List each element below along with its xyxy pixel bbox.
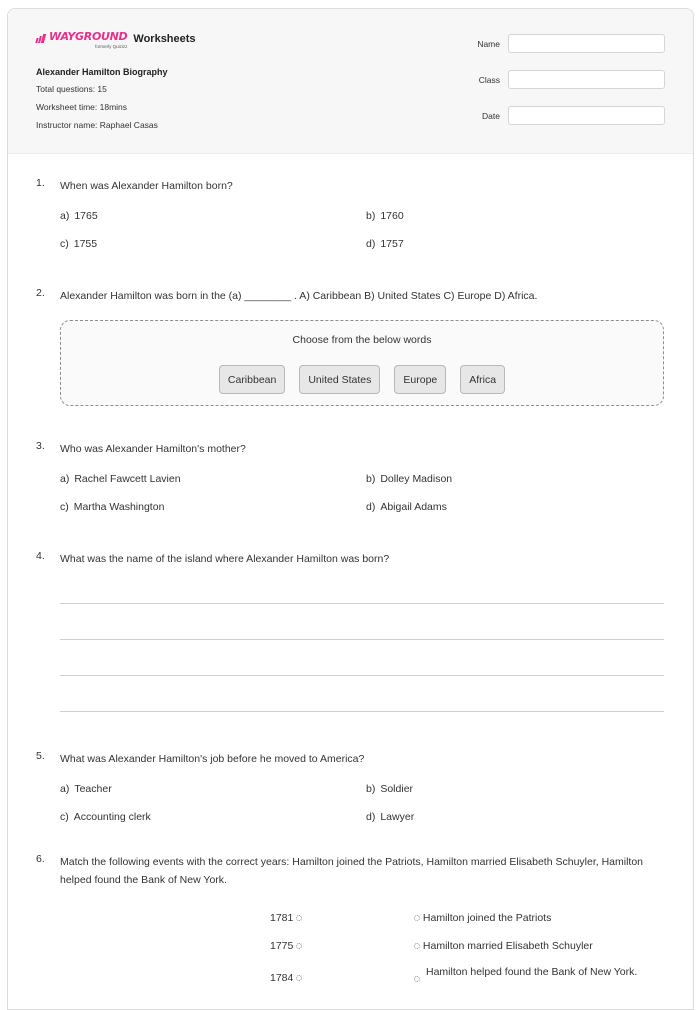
option-b: b) 1760 — [366, 210, 404, 222]
name-label: Name — [477, 38, 500, 49]
match-dot-icon[interactable] — [414, 915, 420, 921]
date-field-row — [460, 106, 665, 125]
question-number: 5. — [36, 750, 45, 762]
answer-line[interactable] — [60, 675, 664, 676]
question-text: Alexander Hamilton was born in the (a) ________ . A) Caribbean B) United States C) Europe D) Africa. — [60, 290, 538, 302]
question-number: 2. — [36, 287, 45, 299]
match-left-item[interactable]: 1775 — [270, 940, 302, 952]
option-b: b) Soldier — [366, 783, 414, 795]
product-title: Worksheets — [133, 33, 196, 45]
name-field-row — [460, 34, 665, 53]
worksheet-title: Alexander Hamilton Biography — [36, 67, 168, 77]
word-chip-united-states[interactable]: United States — [299, 365, 380, 394]
logo-wordmark: WAYGROUND — [49, 30, 128, 43]
instructor-name: Instructor name: Raphael Casas — [36, 120, 158, 130]
question-number: 4. — [36, 550, 45, 562]
answer-line[interactable] — [60, 639, 664, 640]
question-number: 6. — [36, 853, 45, 865]
option-d: d) Abigail Adams — [366, 501, 447, 513]
date-input[interactable] — [508, 106, 665, 125]
option-c: c) Martha Washington — [60, 501, 165, 513]
date-label: Date — [482, 110, 500, 121]
wayground-logo — [36, 31, 127, 49]
total-questions: Total questions: 15 — [36, 84, 107, 94]
question-text: What was the name of the island where Alexander Hamilton was born? — [60, 553, 390, 565]
class-field-row — [460, 70, 665, 89]
class-label: Class — [478, 74, 500, 85]
wayground-logo-icon — [36, 31, 46, 43]
option-c: c) 1755 — [60, 238, 98, 250]
option-a: a) Rachel Fawcett Lavien — [60, 473, 181, 485]
question-text: When was Alexander Hamilton born? — [60, 180, 233, 192]
question-text: What was Alexander Hamilton's job before he moved to America? — [60, 753, 365, 765]
option-a: a) 1765 — [60, 210, 98, 222]
answer-line[interactable] — [60, 711, 664, 712]
name-input[interactable] — [508, 34, 665, 53]
option-b: b) Dolley Madison — [366, 473, 453, 485]
match-right-item[interactable]: Hamilton married Elisabeth Schuyler — [414, 940, 593, 952]
worksheet-time: Worksheet time: 18mins — [36, 102, 128, 112]
word-chip-caribbean[interactable]: Caribbean — [219, 365, 285, 394]
match-left-item[interactable]: 1784 — [270, 972, 302, 984]
worksheet-page — [7, 8, 694, 1010]
question-text: Match the following events with the correct years: Hamilton joined the Patriots, Hamilton married Elisabeth Schuyler, Hamilton helped found the Bank of New York. — [60, 856, 644, 886]
brand — [36, 31, 196, 49]
match-dot-icon[interactable] — [296, 975, 302, 981]
match-dot-icon[interactable] — [414, 976, 420, 982]
match-left-item[interactable]: 1781 — [270, 912, 302, 924]
question-number: 1. — [36, 177, 45, 189]
word-bank — [60, 320, 664, 406]
option-d: d) Lawyer — [366, 811, 415, 823]
question-number: 3. — [36, 440, 45, 452]
word-chip-europe[interactable]: Europe — [394, 365, 446, 394]
match-right-item[interactable]: Hamilton helped found the Bank of New York. — [414, 962, 654, 982]
word-chip-africa[interactable]: Africa — [460, 365, 505, 394]
worksheet-header — [8, 9, 693, 154]
match-dot-icon[interactable] — [296, 915, 302, 921]
match-dot-icon[interactable] — [296, 943, 302, 949]
question-text: Who was Alexander Hamilton's mother? — [60, 443, 246, 455]
answer-line[interactable] — [60, 603, 664, 604]
class-input[interactable] — [508, 70, 665, 89]
logo-subtitle: formerly Quizizz — [95, 44, 128, 49]
match-right-item[interactable]: Hamilton joined the Patriots — [414, 912, 551, 924]
word-bank-caption: Choose from the below words — [292, 334, 432, 346]
option-d: d) 1757 — [366, 238, 404, 250]
option-c: c) Accounting clerk — [60, 811, 151, 823]
option-a: a) Teacher — [60, 783, 112, 795]
match-dot-icon[interactable] — [414, 943, 420, 949]
